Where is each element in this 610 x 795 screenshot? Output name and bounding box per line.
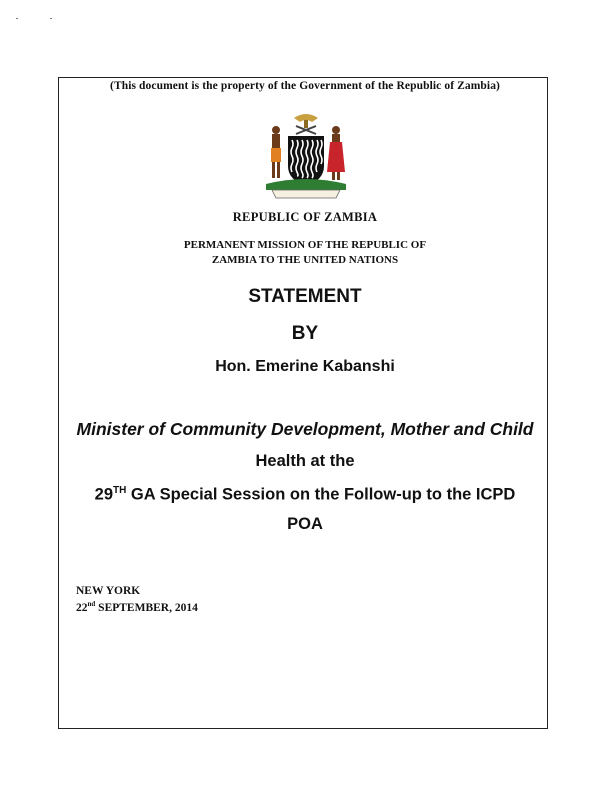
scan-speck: [50, 18, 52, 19]
session-text: GA Special Session on the Follow-up to the ICPD: [126, 485, 516, 504]
place-and-date: [76, 585, 198, 615]
place: NEW YORK: [76, 585, 141, 597]
speaker-title-line-2: Health at the: [255, 452, 355, 470]
mission-line-1: PERMANENT MISSION OF THE REPUBLIC OF: [183, 239, 427, 251]
session-ordinal-suffix: TH: [113, 485, 127, 496]
session-title: [0, 485, 610, 505]
date-rest: SEPTEMBER, 2014: [95, 601, 198, 614]
date-day: 22: [76, 601, 88, 614]
session-title-line-2: POA: [287, 515, 323, 533]
speaker-name: Hon. Emerine Kabanshi: [215, 358, 395, 375]
date: [76, 598, 198, 615]
date-suffix: nd: [87, 600, 96, 608]
country-heading: REPUBLIC OF ZAMBIA: [232, 210, 378, 224]
coat-of-arms-icon: [258, 108, 354, 204]
mission-heading: [0, 238, 610, 268]
property-note: (This document is the property of the Government of the Republic of Zambia): [110, 80, 500, 92]
scan-speck: [16, 18, 18, 19]
speaker-title-line-1: Minister of Community Development, Mother and Child: [76, 419, 534, 439]
by-heading: BY: [291, 323, 319, 344]
mission-line-2: ZAMBIA TO THE UNITED NATIONS: [211, 254, 399, 266]
session-ordinal: 29: [94, 485, 113, 504]
statement-heading: STATEMENT: [248, 286, 362, 307]
